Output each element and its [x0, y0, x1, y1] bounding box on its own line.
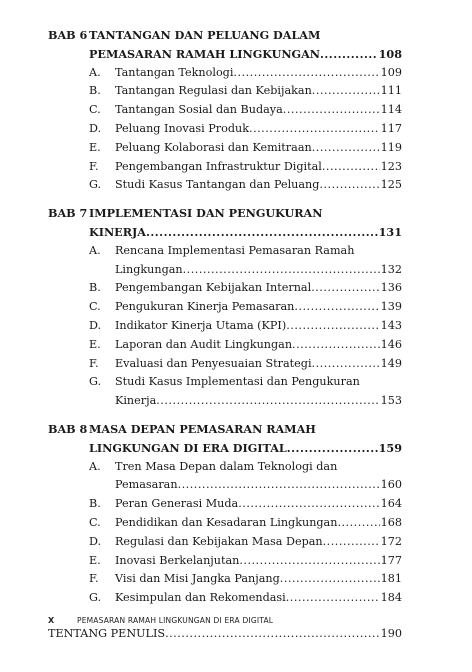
chapter-title-text: LINGKUNGAN DI ERA DIGITAL: [89, 440, 287, 455]
chapter-title-line1: [89, 420, 402, 438]
leader-dots: [233, 64, 379, 82]
leader-dots: [337, 514, 379, 532]
toc-item[interactable]: [89, 120, 402, 138]
item-text: Peluang Kolaborasi dan Kemitraan: [115, 140, 312, 154]
item-letter: E.: [89, 140, 101, 154]
item-page-number: 153: [380, 394, 402, 408]
toc-item[interactable]: [89, 64, 402, 82]
item-text: Pendidikan dan Kesadaran Lingkungan: [115, 516, 338, 529]
item-letter: G.: [89, 375, 102, 389]
toc-item[interactable]: [89, 552, 402, 570]
chapter-page-number: 159: [378, 440, 402, 455]
toc-line: [48, 82, 402, 100]
item-page-number: 132: [380, 262, 402, 276]
footer-page-number: X: [48, 616, 55, 625]
item-text: Pengembangan Kebijakan Internal: [115, 281, 312, 295]
toc-line: [48, 261, 402, 279]
toc-item[interactable]: [89, 589, 402, 607]
leader-dots: [287, 439, 378, 457]
item-text: Visi dan Misi Jangka Panjang: [115, 572, 280, 586]
leader-dots: [294, 298, 379, 316]
toc-line: [48, 439, 402, 457]
chapter-title-entry[interactable]: [89, 223, 402, 241]
item-letter: E.: [89, 553, 101, 567]
toc-line: [48, 158, 402, 176]
item-page-number: 114: [380, 103, 402, 117]
toc-item-continuation[interactable]: [89, 261, 402, 279]
item-page-number: 177: [380, 553, 402, 567]
tentang-penulis-text: TENTANG PENULIS: [48, 627, 166, 640]
toc-line: [48, 514, 402, 532]
leader-dots: [178, 476, 380, 494]
leader-dots: [320, 45, 378, 63]
item-text: Peran Generasi Muda: [115, 497, 239, 511]
toc-line: [48, 242, 402, 260]
toc-line: [48, 552, 402, 570]
item-letter: D.: [89, 534, 102, 548]
item-page-number: 181: [380, 572, 402, 586]
item-text: Tantangan Regulasi dan Kebijakan: [115, 84, 312, 98]
chapter-title-text: PEMASARAN RAMAH LINGKUNGAN: [89, 46, 321, 61]
toc-line: [48, 625, 402, 643]
item-indent: [89, 261, 115, 279]
toc-line: [48, 101, 402, 119]
leader-dots: [319, 176, 379, 194]
item-page-number: 172: [380, 534, 402, 548]
item-text: Kesimpulan dan Rekomendasi: [115, 591, 286, 605]
leader-dots: [183, 261, 380, 279]
toc-line: [48, 204, 402, 222]
item-letter: G.: [89, 591, 102, 605]
item-text: Evaluasi dan Penyesuaian Strategi: [115, 356, 312, 370]
toc-line: [48, 120, 402, 138]
item-letter: F.: [89, 159, 99, 173]
chapter-title-entry[interactable]: [89, 439, 402, 457]
toc-line: [48, 317, 402, 335]
item-page-number: 164: [380, 497, 402, 511]
item-letter: C.: [89, 300, 101, 314]
toc-line: [48, 476, 402, 494]
leader-dots: [312, 355, 380, 373]
item-page-number: 123: [380, 159, 402, 173]
leader-dots: [238, 495, 379, 513]
toc-line: [48, 336, 402, 354]
toc-line: [48, 279, 402, 297]
chapter-title-text: MASA DEPAN PEMASARAN RAMAH: [89, 422, 316, 436]
toc-line: [48, 298, 402, 316]
chapter-title-text: TANTANGAN DAN PELUANG DALAM: [89, 28, 321, 42]
item-indent: [89, 392, 115, 410]
chapter-title-line1: [89, 204, 402, 222]
item-page-number: 168: [380, 516, 402, 529]
item-text: Laporan dan Audit Lingkungan: [115, 337, 293, 351]
item-letter: B.: [89, 281, 101, 295]
item-page-number: 184: [380, 591, 402, 605]
toc-item[interactable]: [89, 176, 402, 194]
item-letter: C.: [89, 516, 101, 529]
chapter-number: BAB 7: [48, 206, 88, 221]
chapter-title-text: IMPLEMENTASI DAN PENGUKURAN: [89, 206, 323, 221]
leader-dots: [323, 533, 380, 551]
toc-item-continuation[interactable]: [89, 476, 402, 494]
toc-line: [48, 392, 402, 410]
leader-dots: [312, 82, 380, 100]
toc-item[interactable]: [89, 82, 402, 100]
toc-line: [48, 139, 402, 157]
toc-line: [48, 355, 402, 373]
toc-item[interactable]: [89, 279, 402, 297]
leader-dots: [280, 570, 380, 588]
toc-line: [48, 458, 402, 476]
item-letter: D.: [89, 122, 102, 135]
item-text: Pengukuran Kinerja Pemasaran: [115, 300, 295, 314]
item-letter: A.: [89, 65, 101, 79]
chapter-number: BAB 6: [48, 28, 88, 42]
item-text: Tren Masa Depan dalam Teknologi dan: [115, 459, 338, 473]
chapter-title-text: KINERJA: [89, 225, 146, 239]
item-indent: [89, 476, 115, 494]
toc-item[interactable]: [89, 458, 402, 476]
item-page-number: 111: [380, 84, 402, 98]
leader-dots: [239, 552, 379, 570]
leader-dots: [322, 158, 380, 176]
item-letter: F.: [89, 356, 99, 370]
item-text: Tantangan Teknologi: [115, 65, 234, 79]
item-text: Inovasi Berkelanjutan: [115, 553, 240, 567]
toc-item[interactable]: [89, 495, 402, 513]
item-letter: F.: [89, 572, 99, 586]
toc-item[interactable]: [89, 373, 402, 391]
leader-dots: [283, 101, 380, 119]
item-text: Studi Kasus Tantangan dan Peluang: [115, 178, 320, 192]
toc-item[interactable]: [89, 317, 402, 335]
item-page-number: 119: [380, 140, 402, 154]
toc-line: [48, 373, 402, 391]
chapter-page-number: 131: [378, 225, 402, 239]
toc-item[interactable]: [89, 514, 402, 532]
item-letter: C.: [89, 103, 101, 117]
page-footer: [48, 616, 273, 625]
item-page-number: 146: [380, 337, 402, 351]
toc-line: [48, 64, 402, 82]
item-letter: B.: [89, 84, 101, 98]
toc-item[interactable]: [89, 298, 402, 316]
item-page-number: 149: [380, 356, 402, 370]
item-letter: E.: [89, 337, 101, 351]
toc-item[interactable]: [89, 336, 402, 354]
item-letter: D.: [89, 319, 102, 332]
toc-line: [48, 495, 402, 513]
leader-dots: [286, 589, 380, 607]
toc-line: [48, 420, 402, 438]
item-page-number: 136: [380, 281, 402, 295]
chapter-page-number: 108: [378, 46, 402, 61]
chapter-number: BAB 8: [48, 422, 88, 436]
item-text: Tantangan Sosial dan Budaya: [115, 103, 283, 117]
toc-line: [48, 26, 402, 44]
item-text: Rencana Implementasi Pemasaran Ramah: [115, 243, 355, 257]
item-text: Regulasi dan Kebijakan Masa Depan: [115, 534, 323, 548]
item-page-number: 143: [380, 319, 402, 332]
toc-item[interactable]: [89, 570, 402, 588]
toc-line: [48, 223, 402, 241]
item-text-continuation: Lingkungan: [115, 262, 183, 276]
item-text-continuation: Kinerja: [115, 394, 157, 408]
leader-dots: [165, 625, 380, 643]
toc-line: [48, 589, 402, 607]
toc-item-continuation[interactable]: [89, 392, 402, 410]
leader-dots: [156, 392, 379, 410]
item-text: Peluang Inovasi Produk: [115, 122, 250, 135]
toc-item[interactable]: [89, 533, 402, 551]
chapter-title-line1: [89, 26, 402, 44]
leader-dots: [312, 139, 380, 157]
item-text-continuation: Pemasaran: [115, 478, 178, 492]
item-text: Studi Kasus Implementasi dan Pengukuran: [115, 375, 360, 389]
item-letter: B.: [89, 497, 101, 511]
leader-dots: [146, 223, 378, 241]
leader-dots: [311, 279, 379, 297]
toc-item[interactable]: [89, 101, 402, 119]
toc-line: [48, 533, 402, 551]
item-page-number: 160: [380, 478, 402, 492]
chapter-title-entry[interactable]: [89, 45, 402, 63]
toc-line: [48, 45, 402, 63]
item-text: Indikator Kinerja Utama (KPI): [115, 319, 287, 332]
toc-item[interactable]: [89, 355, 402, 373]
item-page-number: 117: [380, 122, 402, 135]
item-letter: A.: [89, 243, 101, 257]
item-letter: G.: [89, 178, 102, 192]
toc-item[interactable]: [89, 242, 402, 260]
toc-line: [48, 570, 402, 588]
leader-dots: [292, 336, 380, 354]
item-page-number: 125: [380, 178, 402, 192]
footer-book-title: PEMASARAN RAMAH LINGKUNGAN DI ERA DIGITAL: [76, 616, 274, 625]
toc-item[interactable]: [89, 158, 402, 176]
toc-line: [48, 176, 402, 194]
tentang-penulis-page: 190: [380, 627, 402, 640]
leader-dots: [286, 317, 379, 335]
tentang-penulis-entry[interactable]: [48, 625, 402, 643]
item-page-number: 109: [380, 65, 402, 79]
item-letter: A.: [89, 459, 101, 473]
leader-dots: [249, 120, 380, 138]
item-text: Pengembangan Infrastruktur Digital: [115, 159, 322, 173]
item-page-number: 139: [380, 300, 402, 314]
toc-item[interactable]: [89, 139, 402, 157]
